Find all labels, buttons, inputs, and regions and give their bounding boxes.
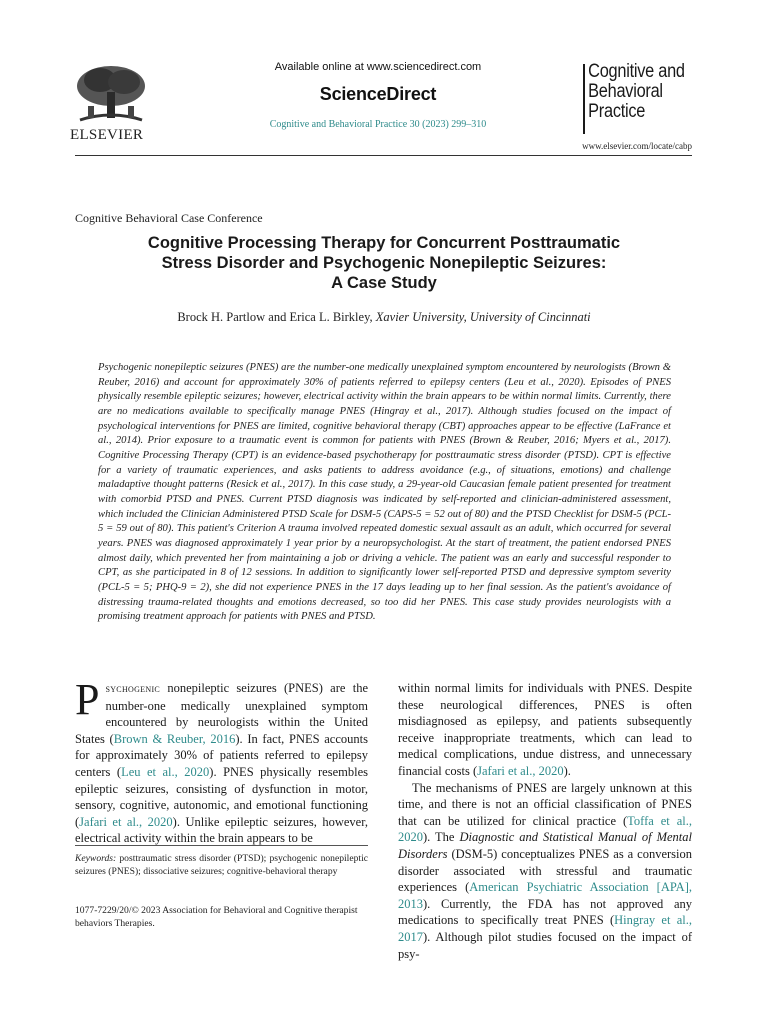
copyright: 1077-7229/20/© 2023 Association for Behavioral and Cognitive therapist behaviors Therapies. — [75, 905, 358, 930]
publisher-name: ELSEVIER — [70, 127, 144, 143]
author-names: Brock H. Partlow and Erica L. Birkley, — [177, 310, 373, 324]
author-line — [90, 310, 678, 325]
keywords-label: Keywords: — [75, 853, 117, 864]
footnote-divider — [75, 845, 368, 846]
citation-link[interactable]: Toffa et al., 2020 — [398, 813, 693, 845]
citation-link[interactable]: Hingray et al., 2017 — [398, 913, 692, 944]
header-divider — [75, 155, 692, 156]
body-text: ). Currently, the FDA has not approved any medications to specifically treat PNES ( — [398, 896, 692, 928]
intro-paragraph — [75, 675, 369, 847]
body-text: within normal limits for individuals with PNES. Despite these neurological differences, PNES is often misdiagnosed as epilepsy, and patients subsequently receive inappropriate treatments, which can lead to medical complications, undue distress, and unnecessary financial costs ( — [398, 681, 692, 778]
citation-link[interactable]: American Psychiatric Association [APA], 2013 — [398, 880, 692, 911]
body-text: ). Unlike epileptic seizures, however, electrical activity within the brain appears to be — [75, 814, 368, 846]
keywords-text: posttraumatic stress disorder (PTSD); psychogenic nonepileptic seizures (PNES); dissociative seizures; cognitive-behavioral therapy — [75, 853, 368, 878]
title-line: Stress Disorder and Psychogenic Nonepileptic Seizures: — [161, 254, 607, 272]
sciencedirect-logo: ScienceDirect — [319, 84, 437, 104]
keywords — [75, 852, 368, 879]
journal-logo-line: Practice — [588, 101, 646, 122]
citation-link[interactable]: Jafari et al., 2020 — [79, 814, 173, 829]
body-column-left — [75, 675, 369, 847]
author-affiliation: Xavier University, University of Cincinnati — [375, 310, 591, 324]
elsevier-tree-icon — [70, 62, 152, 124]
abstract: Psychogenic nonepileptic seizures (PNES) are the number-one medically unexplained symptom encountered by neurologists (Brown & Reuber, 2016) and account for approximately 30% of patients referred to epilepsy centers (Leu et al., 2020). Episodes of PNES physically resemble epileptic seizures; however, electrical activity within the brain appears to be within normal limits. Currently, there are no medications available to specifically manage PNES (Hingray et al., 2017). Although studies focused on the impact of psychological interventions for PNES are limited, cognitive behavioral therapy (CBT) approaches appear to be effective (LaFrance et al., 2014). Prior exposure to a traumatic event is common for patients with PNES (Brown & Reuber, 2016; Myers et al., 2017). Cognitive Processing Therapy (CPT) is an evidence-based psychotherapy for posttraumatic stress disorder (PTSD). CPT is effective for a variety of traumatic experiences, and asks patients to address avoidance (e.g., of situations, emotions) and challenge maladaptive thought patterns (Resick et al., 2017). In this case study, a 29-year-old Caucasian female patient presented for treatment with comorbid PTSD and PNES. Current PTSD diagnosis was indicated by self-reported and clinician-administered assessment, which included the Clinician Administered PTSD Scale for DSM-5 (CAPS-5 = 52 out of 80) and the PTSD Checklist for DSM-5 (PCL-5 = 59 out of 80). This patient's Criterion A trauma involved repeated domestic sexual assault as an adult, which occurred for several years. PNES was diagnosed approximately 1 year prior by a neuropsychologist. At the start of treatment, the patient endorsed PNES almost daily, which prevented her from maintaining a job or driving a vehicle. The patient was an early and successful responder to CPT, as she participated in 8 of 12 sessions. In addition to significantly lower self-reported PTSD and depressive symptom severity (PCL-5 = 5; PHQ-9 = 2), she did not experience PNES in the 17 days leading up to her final session. As the patient's avoidance of distressing trauma-related thoughts and emotions decreased, so too did her PNES. This case study provides neurologists with a promising treatment approach for patients with PNES and PTSD. — [98, 362, 671, 623]
journal-url-link[interactable]: www.elsevier.com/locate/cabp — [582, 141, 692, 151]
available-online-text: Available online at www.sciencedirect.com — [274, 61, 482, 73]
body-paragraph — [398, 780, 692, 963]
citation-link[interactable]: Jafari et al., 2020 — [477, 763, 564, 778]
citation-link[interactable]: Leu et al., 2020 — [121, 764, 210, 779]
journal-citation-link[interactable]: Cognitive and Behavioral Practice 30 (2023) 299–310 — [269, 119, 487, 130]
section-label: Cognitive Behavioral Case Conference — [75, 211, 263, 225]
body-text: The mechanisms of PNES are largely unknown at this time, and there is not an official classification of PNES that can be utilized for clinical practice ( — [398, 780, 692, 828]
journal-logo-line: Behavioral — [588, 81, 663, 102]
drop-cap: P — [75, 675, 100, 724]
body-text: ). The — [423, 830, 460, 845]
elsevier-logo — [70, 62, 152, 142]
journal-logo-line: Cognitive and — [588, 61, 685, 82]
body-text: ). — [563, 763, 571, 778]
journal-logo — [583, 62, 687, 122]
body-text: ). PNES physically resembles epileptic seizures, consisting of dysfunction in motor, sensory, cognitive, autonomic, and emotional functioning ( — [75, 764, 369, 829]
smallcaps-word: sychogenic — [105, 683, 161, 695]
body-text: (DSM-5) conceptualizes PNES as a conversion disorder associated with stressful and traumatic experiences ( — [398, 846, 692, 895]
body-column-right — [398, 680, 692, 962]
title-line: Cognitive Processing Therapy for Concurrent Posttraumatic — [147, 234, 621, 252]
title-line: A Case Study — [331, 274, 437, 292]
body-text: ). In fact, PNES accounts for approximately 30% of patients referred to epilepsy centers ( — [75, 731, 368, 779]
citation-link[interactable]: Brown & Reuber, 2016 — [113, 731, 236, 746]
body-paragraph — [398, 680, 692, 780]
book-title: Diagnostic and Statistical Manual of Mental Disorders — [398, 830, 693, 861]
body-text: nonepileptic seizures (PNES) are the number-one medically unexplained symptom encountered by neurologists within the United States ( — [75, 681, 368, 746]
body-text: ). Although pilot studies focused on the impact of psy- — [398, 929, 692, 961]
article-title — [90, 233, 678, 293]
